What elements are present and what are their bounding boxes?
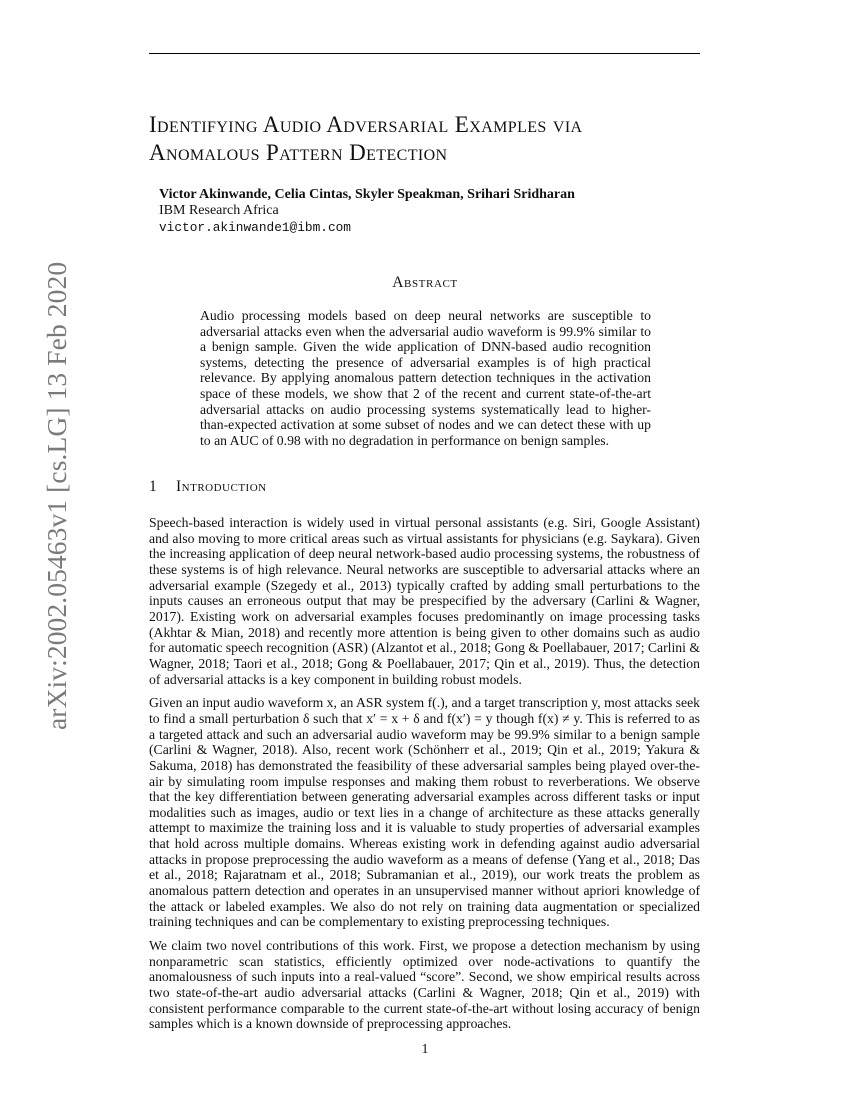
abstract-text: Audio processing models based on deep neural networks are susceptible to adversarial attacks even when the adversarial audio waveform is 99.9% similar to a benign sample. Given the wide application of DNN-based audio recognition systems, detecting the presence of adversarial examples is of high practical relevance. By applying anomalous pattern detection techniques in the activation space of these models, we show that 2 of the recent and current state-of-the-art adversarial attacks on audio processing systems systematically lead to higher-than-expected activation at some subset of nodes and we can detect these with up to an AUC of 0.98 with no degradation in performance on benign samples. xyxy=(200,308,651,448)
section-heading xyxy=(149,478,267,496)
abstract-heading: Abstract xyxy=(392,274,458,291)
author-list: Victor Akinwande, Celia Cintas, Skyler Speakman, Srihari Sridharan xyxy=(159,187,575,202)
title-line-2: Anomalous Pattern Detection xyxy=(149,140,448,165)
paragraph-2: Given an input audio waveform x, an ASR system f(.), and a target transcription y, most attacks seek to find a small perturbation δ such that x′ = x + δ and f(x′) = y though f(x) ≠ y. This is referred to as a targeted attack and such an adversarial audio waveform may be 99.9% similar to a benign sample (Carlini & Wagner, 2018). Also, recent work (Schönherr et al., 2019; Qin et al., 2019; Yakura & Sakuma, 2018) has demonstrated the feasibility of these adversarial samples being played over-the-air by simulating room impulse responses and making them robust to reverberations. We observe that the key differentiation between generating adversarial examples across different tasks or input modalities such as images, audio or text lies in a change of architecture as these attacks generally attempt to maximize the training loss and it is valuable to study properties of adversarial examples that hold across multiple domains. Whereas existing work in defending against audio adversarial attacks in propose preprocessing the audio waveform as a means of defense (Yang et al., 2018; Das et al., 2018; Rajaratnam et al., 2018; Subramanian et al., 2019), our work treats the problem as anomalous pattern detection and operates in an unsupervised manner without apriori knowledge of the attack or labeled examples. We also do not rely on training data augmentation or specialized training techniques and can be complementary to existing preprocessing techniques. xyxy=(149,695,700,930)
arxiv-side-label: arXiv:2002.05463v1 [cs.LG] 13 Feb 2020 xyxy=(41,261,72,730)
section-number: 1 xyxy=(149,478,158,495)
section-title: Introduction xyxy=(176,478,267,495)
author-email: victor.akinwande1@ibm.com xyxy=(159,220,351,235)
title-line-1: Identifying Audio Adversarial Examples via xyxy=(149,112,583,137)
top-rule xyxy=(149,53,700,54)
paper-title xyxy=(149,111,709,167)
paragraph-3: We claim two novel contributions of this work. First, we propose a detection mechanism by using nonparametric scan statistics, efficiently optimized over node-activations to quantify the anomalousness of such inputs into a real-valued “score”. Second, we show empirical results across two state-of-the-art audio adversarial attacks (Carlini & Wagner, 2018; Qin et al., 2019) with consistent performance comparable to the current state-of-the-art without losing accuracy of benign samples which is a known downside of preprocessing approaches. xyxy=(149,938,700,1032)
paragraph-1: Speech-based interaction is widely used in virtual personal assistants (e.g. Siri, Google Assistant) and also moving to more critical areas such as virtual assistants for physicians (e.g. Saykara). Given the increasing application of deep neural network-based audio processing systems, the robustness of these systems is of high relevance. Neural networks are susceptible to adversarial attacks where an adversarial example (Szegedy et al., 2013) typically crafted by adding small perturbations to the inputs causes an erroneous output that may be prespecified by the adversary (Carlini & Wagner, 2017). Existing work on adversarial examples focuses predominantly on image processing tasks (Akhtar & Mian, 2018) and recently more attention is being given to other domains such as audio for automatic speech recognition (ASR) (Alzantot et al., 2018; Gong & Poellabauer, 2017; Carlini & Wagner, 2018; Taori et al., 2018; Gong & Poellabauer, 2017; Qin et al., 2019). Thus, the detection of adversarial attacks is a key component in building robust models. xyxy=(149,515,701,687)
affiliation: IBM Research Africa xyxy=(159,203,279,218)
page-number: 1 xyxy=(421,1042,429,1057)
section-body xyxy=(149,515,700,1040)
